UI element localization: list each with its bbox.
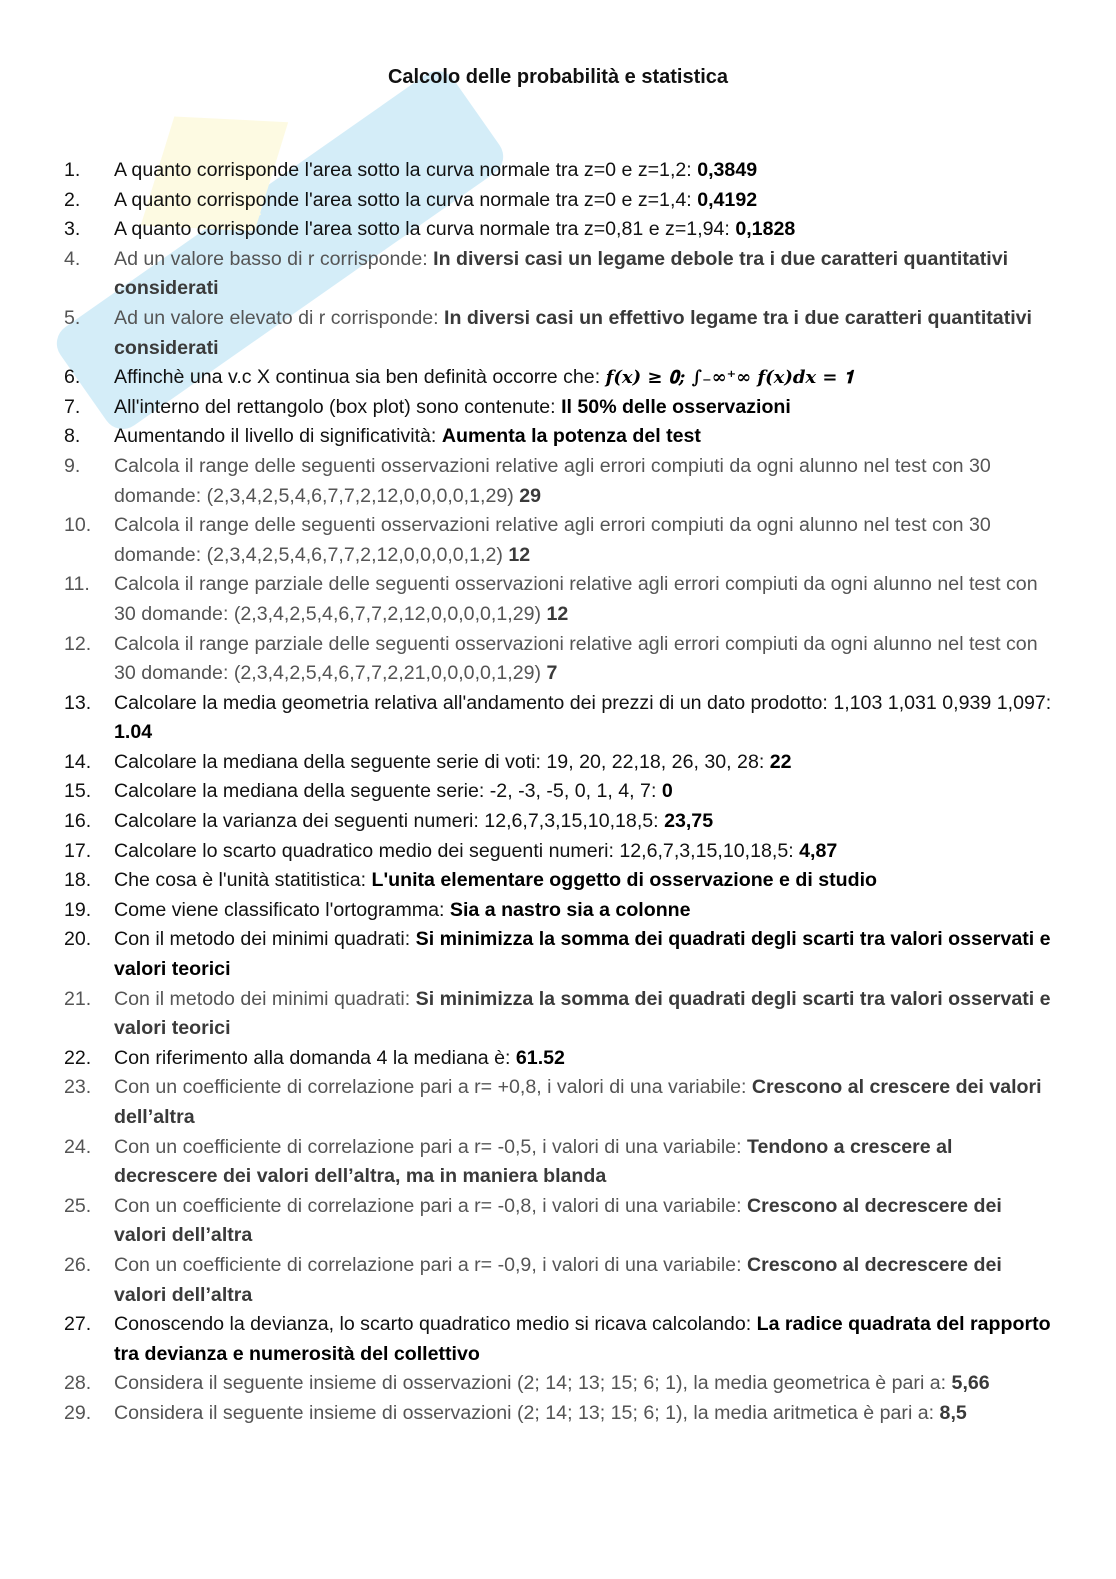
question-text: All'interno del rettangolo (box plot) sono contenute:	[114, 395, 562, 418]
answer-text: La radice quadrata del rapporto tra devianza e numerosità del collettivo	[114, 1313, 1051, 1365]
answer-text: 7	[546, 662, 558, 685]
question-number: 5.	[64, 306, 81, 329]
question-text: A quanto corrisponde l'area sotto la curva normale tra z=0 e z=1,2:	[114, 159, 698, 181]
question-number: 28.	[64, 1372, 92, 1395]
answer-text: 5,66	[951, 1372, 990, 1395]
question-body	[114, 1251, 1054, 1310]
answer-text: 23,75	[664, 810, 714, 833]
answer-text: In diversi casi un effettivo legame tra i due caratteri quantitativi considerati	[114, 306, 1033, 359]
question-body	[114, 925, 1054, 984]
question-number: 18.	[64, 869, 92, 892]
question-body	[114, 156, 1054, 186]
answer-text: Sia a nastro sia a colonne	[449, 898, 691, 921]
question-number: 12.	[64, 632, 92, 655]
answer-text: Si minimizza la somma dei quadrati degli scarti tra valori osservati e valori teorici	[114, 987, 1051, 1040]
question-number: 10.	[64, 514, 92, 537]
answer-text: 0,1828	[735, 218, 796, 241]
question-body	[114, 630, 1054, 689]
question-body	[114, 866, 1054, 896]
question-body	[114, 422, 1054, 452]
question-text: Calcolare la media geometria relativa all'andamento dei prezzi di un dato prodotto: 1,103 1,031 0,939 1,097:	[114, 691, 1052, 714]
answer-text: Il 50% delle osservazioni	[561, 395, 791, 418]
question-body	[114, 186, 1054, 216]
question-text: Calcola il range delle seguenti osservazioni relative agli errori compiuti da ogni alunno nel test con 30 domande: (2,3,4,2,5,4,6,7,7,2,12,0,0,0,0,1,29)	[114, 454, 991, 507]
question-text: Con il metodo dei minimi quadrati:	[114, 987, 416, 1010]
question-text: Con un coefficiente di correlazione pari a r= -0,9, i valori di una variabile:	[114, 1253, 747, 1276]
question-body	[114, 807, 1054, 837]
question-body	[114, 748, 1054, 778]
list-item	[64, 1044, 1054, 1074]
answer-text: 0,3849	[697, 159, 758, 181]
list-item	[64, 1251, 1054, 1310]
answer-text: Crescono al decrescere dei valori dell’altra	[114, 1253, 1002, 1306]
list-item	[64, 363, 1054, 393]
question-body	[114, 896, 1054, 926]
list-item	[64, 215, 1054, 245]
question-text: Che cosa è l'unità statitistica:	[114, 869, 372, 892]
question-text: Con un coefficiente di correlazione pari a r= +0,8, i valori di una variabile:	[114, 1076, 752, 1099]
question-body	[114, 1192, 1054, 1251]
question-text: Calcolare la varianza dei seguenti numeri: 12,6,7,3,15,10,18,5:	[114, 810, 665, 833]
question-text: Calcolare lo scarto quadratico medio dei seguenti numeri: 12,6,7,3,15,10,18,5:	[114, 839, 800, 862]
list-item	[64, 245, 1054, 304]
question-number: 11.	[64, 573, 90, 596]
question-text: Con un coefficiente di correlazione pari a r= -0,5, i valori di una variabile:	[114, 1135, 747, 1158]
question-body	[114, 215, 1054, 245]
question-text: Calcola il range parziale delle seguenti osservazioni relative agli errori compiuti da ogni alunno nel test con 30 domande: (2,3,4,2,5,4,6,7,7,2,12,0,0,0,0,1,29)	[114, 573, 1038, 625]
list-item	[64, 866, 1054, 896]
list-item	[64, 1369, 1054, 1399]
list-item	[64, 1192, 1054, 1251]
question-body	[114, 1369, 1054, 1399]
answer-text: 4,87	[799, 839, 838, 862]
list-item	[64, 748, 1054, 778]
answer-text: 0	[661, 780, 673, 803]
question-text: Conoscendo la devianza, lo scarto quadratico medio si ricava calcolando:	[114, 1313, 757, 1336]
list-item	[64, 570, 1054, 629]
question-body	[114, 1399, 1054, 1429]
list-item	[64, 837, 1054, 867]
list-item	[64, 511, 1054, 570]
page-title: Calcolo delle probabilità e statistica	[387, 66, 729, 88]
question-text: Aumentando il livello di significatività:	[114, 425, 442, 448]
answer-text: Crescono al crescere dei valori dell’altra	[114, 1076, 1042, 1128]
question-number: 25.	[64, 1194, 92, 1217]
question-text: Considera il seguente insieme di osservazioni (2; 14; 13; 15; 6; 1), la media aritmetica è pari a:	[114, 1401, 940, 1424]
list-item	[64, 777, 1054, 807]
answer-text: 29	[519, 484, 542, 507]
question-number: 27.	[64, 1313, 92, 1336]
question-body	[114, 1073, 1054, 1132]
question-text: Calcola il range parziale delle seguenti osservazioni relative agli errori compiuti da ogni alunno nel test con 30 domande: (2,3,4,2,5,4,6,7,7,2,21,0,0,0,0,1,29)	[114, 632, 1038, 685]
question-body	[114, 363, 1054, 393]
question-text: Calcolare la mediana della seguente serie di voti: 19, 20, 22,18, 26, 30, 28:	[114, 750, 770, 773]
question-number: 13.	[64, 691, 92, 714]
question-text: Come viene classificato l'ortogramma:	[114, 898, 450, 921]
list-item	[64, 393, 1054, 423]
list-item	[64, 422, 1054, 452]
question-number: 7.	[64, 395, 81, 418]
question-number: 4.	[64, 247, 81, 270]
question-number: 16.	[64, 810, 92, 833]
list-item	[64, 630, 1054, 689]
question-body	[114, 985, 1054, 1044]
question-body	[114, 837, 1054, 867]
answer-text: 22	[769, 750, 792, 773]
question-text: Calcolare la mediana della seguente serie: -2, -3, -5, 0, 1, 4, 7:	[114, 780, 662, 803]
question-number: 19.	[64, 898, 92, 921]
answer-text: 12	[546, 602, 569, 625]
list-item	[64, 1310, 1054, 1369]
question-number: 21.	[64, 987, 92, 1010]
question-text: A quanto corrisponde l'area sotto la curva normale tra z=0 e z=1,4:	[114, 188, 698, 211]
answer-text: Aumenta la potenza del test	[441, 425, 701, 448]
question-body	[114, 1310, 1054, 1369]
question-list	[64, 156, 1054, 1429]
list-item	[64, 985, 1054, 1044]
question-text: Ad un valore elevato di r corrisponde:	[114, 306, 445, 329]
question-text: Con il metodo dei minimi quadrati:	[114, 928, 416, 951]
list-item	[64, 304, 1054, 363]
list-item	[64, 807, 1054, 837]
question-number: 15.	[64, 780, 92, 803]
answer-text: 0,4192	[697, 188, 758, 211]
question-number: 22.	[64, 1046, 92, 1069]
list-item	[64, 186, 1054, 216]
question-body	[114, 304, 1054, 363]
answer-text: Si minimizza la somma dei quadrati degli scarti tra valori osservati e valori teorici	[114, 928, 1051, 981]
question-number: 6.	[64, 366, 81, 389]
question-text: Affinchè una v.c X continua sia ben definità occorre che:	[114, 366, 606, 389]
question-number: 2.	[64, 188, 81, 211]
question-text: Ad un valore basso di r corrisponde:	[114, 247, 434, 270]
question-number: 29.	[64, 1401, 92, 1424]
question-body	[114, 570, 1054, 629]
list-item	[64, 689, 1054, 748]
list-item	[64, 1073, 1054, 1132]
question-text: Calcola il range delle seguenti osservazioni relative agli errori compiuti da ogni alunno nel test con 30 domande: (2,3,4,2,5,4,6,7,7,2,12,0,0,0,0,1,2)	[114, 514, 991, 566]
question-text: Con riferimento alla domanda 4 la mediana è:	[114, 1046, 516, 1069]
question-body	[114, 777, 1054, 807]
answer-text: Tendono a crescere al decrescere dei valori dell’altra, ma in maniera blanda	[114, 1135, 953, 1188]
answer-text: Crescono al decrescere dei valori dell’altra	[114, 1194, 1002, 1247]
question-body	[114, 689, 1054, 748]
question-body	[114, 393, 1054, 423]
question-text: Con un coefficiente di correlazione pari a r= -0,8, i valori di una variabile:	[114, 1194, 747, 1217]
question-number: 26.	[64, 1253, 92, 1276]
answer-text: 61.52	[515, 1046, 565, 1069]
question-body	[114, 245, 1054, 304]
question-text: A quanto corrisponde l'area sotto la curva normale tra z=0,81 e z=1,94:	[114, 218, 736, 241]
answer-text: 12	[508, 543, 531, 566]
list-item	[64, 925, 1054, 984]
question-number: 9.	[64, 454, 81, 477]
answer-text: L'unita elementare oggetto di osservazione e di studio	[371, 869, 877, 892]
answer-text: In diversi casi un legame debole tra i due caratteri quantitativi considerati	[114, 247, 1009, 300]
question-number: 20.	[64, 928, 92, 951]
question-body	[114, 1044, 1054, 1074]
question-body	[114, 452, 1054, 511]
question-number: 1.	[64, 159, 81, 181]
question-number: 8.	[64, 425, 81, 448]
answer-text: 𝒇(𝒙) ≥ 𝟎; ∫₋∞⁺∞ 𝒇(𝒙)𝒅𝒙 = 𝟏	[605, 367, 854, 389]
list-item	[64, 896, 1054, 926]
question-number: 3.	[64, 218, 81, 241]
answer-text: 1.04	[114, 721, 153, 744]
list-item	[64, 452, 1054, 511]
question-number: 24.	[64, 1135, 92, 1158]
question-number: 14.	[64, 750, 92, 773]
question-body	[114, 1133, 1054, 1192]
answer-text: 8,5	[939, 1401, 967, 1424]
question-number: 23.	[64, 1076, 92, 1099]
question-number: 17.	[64, 839, 92, 862]
question-text: Considera il seguente insieme di osservazioni (2; 14; 13; 15; 6; 1), la media geometrica è pari a:	[114, 1372, 952, 1395]
question-body	[114, 511, 1054, 570]
list-item	[64, 156, 1054, 186]
list-item	[64, 1399, 1054, 1429]
list-item	[64, 1133, 1054, 1192]
